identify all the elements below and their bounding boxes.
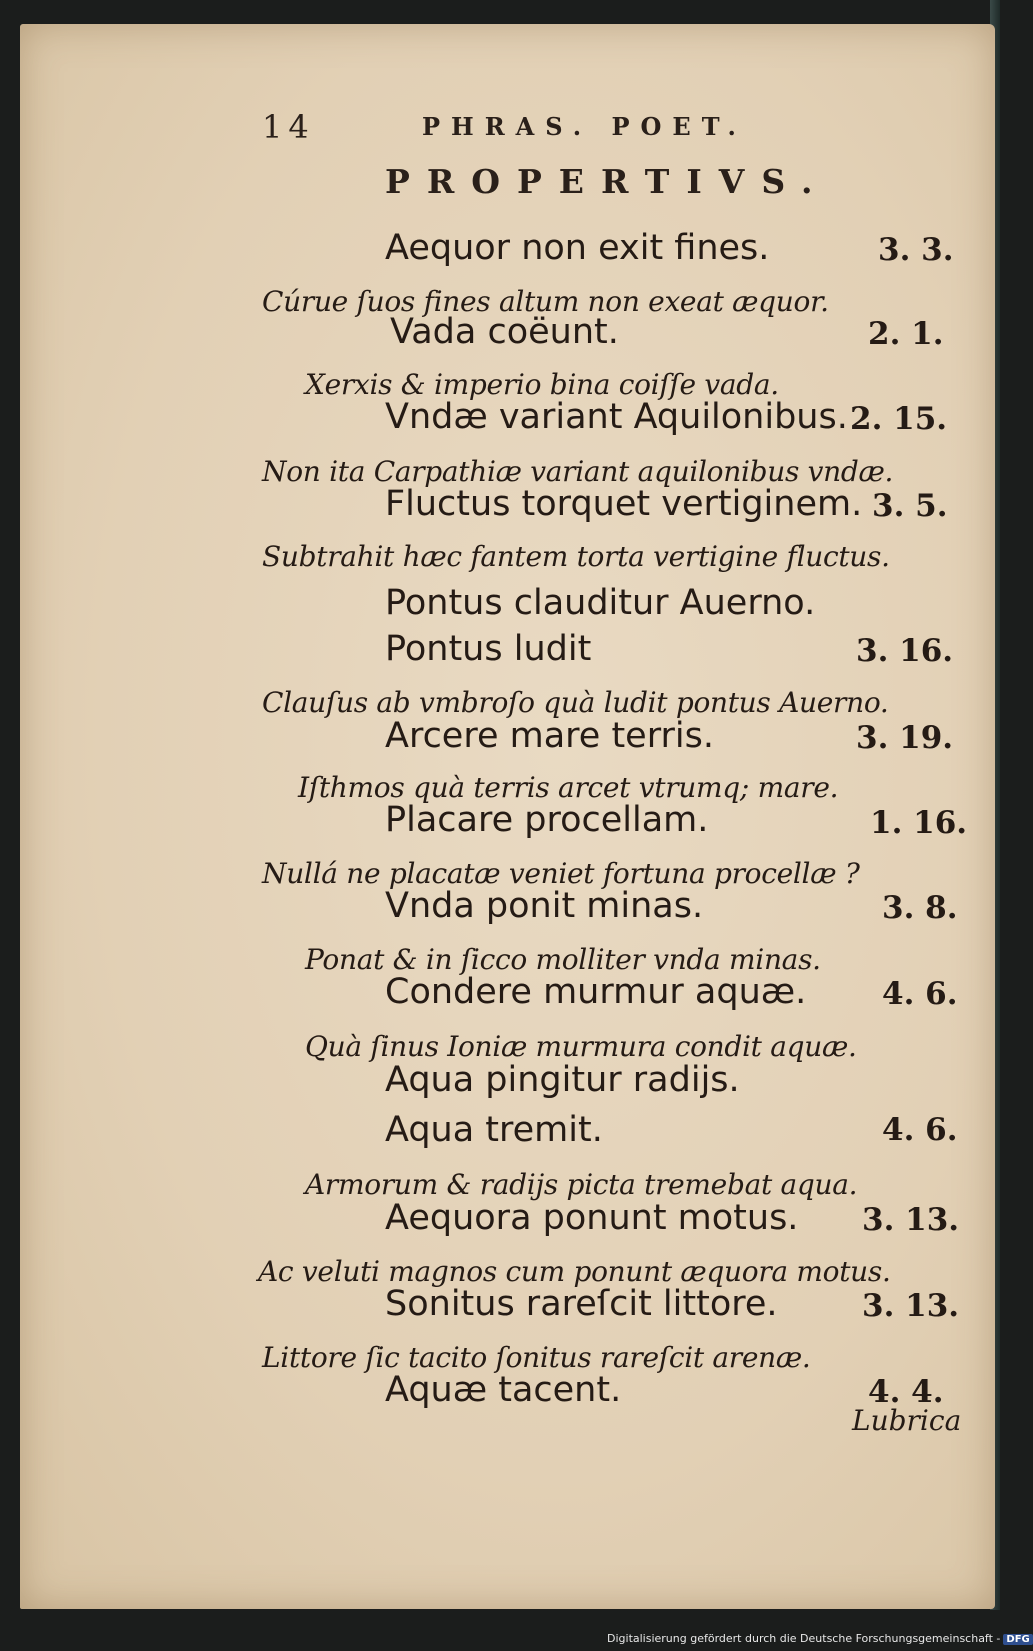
reference-number: 4. 6. — [882, 1112, 958, 1148]
phrase-heading: Vnda ponit minas. — [385, 886, 704, 926]
quotation-line: Littore ſic tacito ſonitus rareſcit arenæ. — [262, 1341, 811, 1374]
reference-number: 3. 5. — [872, 488, 948, 524]
quotation-line: Armorum & radijs picta tremebat aqua. — [305, 1168, 858, 1201]
page-number: 14 — [262, 108, 315, 146]
digitization-footer — [607, 1632, 1033, 1645]
quotation-line: Ponat & in ſicco molliter vnda minas. — [305, 943, 821, 976]
phrase-heading: Sonitus rareſcit littore. — [385, 1284, 778, 1324]
phrase-heading: Aqua pingitur radijs. — [385, 1060, 740, 1100]
phrase-heading: Aequor non exit fines. — [385, 228, 770, 268]
catchword: Lubrica — [852, 1404, 962, 1437]
phrase-heading: Aqua tremit. — [385, 1110, 603, 1150]
quotation-line: Clauſus ab vmbroſo quà ludit pontus Auerno. — [262, 686, 889, 719]
footer-text: Digitalisierung gefördert durch die Deutsche Forschungsgemeinschaft - — [607, 1632, 1001, 1645]
reference-number: 3. 13. — [862, 1202, 960, 1238]
reference-number: 2. 1. — [868, 316, 944, 352]
quotation-line: Ac veluti magnos cum ponunt æquora motus. — [258, 1255, 891, 1288]
quotation-line: Xerxis & imperio bina coiſſe vada. — [305, 368, 779, 401]
phrase-heading: Aquæ tacent. — [385, 1370, 622, 1410]
reference-number: 3. 3. — [878, 232, 954, 268]
reference-number: 4. 4. — [868, 1374, 944, 1410]
phrase-heading: Placare procellam. — [385, 800, 709, 840]
running-title: PHRAS. POET. — [422, 112, 747, 141]
phrase-heading: Arcere mare terris. — [385, 716, 714, 756]
quotation-line: Iſthmos quà terris arcet vtrumq; mare. — [298, 771, 839, 804]
reference-number: 2. 15. — [850, 401, 948, 437]
phrase-heading: Condere murmur aquæ. — [385, 972, 807, 1012]
reference-number: 3. 8. — [882, 890, 958, 926]
reference-number: 1. 16. — [870, 805, 968, 841]
quotation-line: Non ita Carpathiæ variant aquilonibus vndæ. — [262, 455, 894, 488]
phrase-heading: Fluctus torquet vertiginem. — [385, 484, 863, 524]
quotation-line: Quà ſinus Ioniæ murmura condit aquæ. — [305, 1030, 857, 1063]
reference-number: 3. 16. — [856, 633, 954, 669]
reference-number: 3. 13. — [862, 1288, 960, 1324]
reference-number: 4. 6. — [882, 976, 958, 1012]
quotation-line: Subtrahit hæc fantem torta vertigine fluctus. — [262, 540, 890, 573]
quotation-line: Nullá ne placatæ veniet fortuna procellæ ? — [262, 857, 860, 890]
author-heading: PROPERTIVS. — [385, 162, 830, 201]
phrase-heading: Pontus clauditur Auerno. — [385, 583, 816, 623]
dfg-logo: DFG — [1003, 1634, 1032, 1645]
phrase-heading: Vada coëunt. — [390, 312, 619, 352]
phrase-heading: Vndæ variant Aquilonibus. — [385, 397, 848, 437]
phrase-heading: Pontus ludit — [385, 629, 592, 669]
reference-number: 3. 19. — [856, 720, 954, 756]
quotation-line: Cúrue ſuos fines altum non exeat æquor. — [262, 285, 829, 318]
phrase-heading: Aequora ponunt motus. — [385, 1198, 799, 1238]
